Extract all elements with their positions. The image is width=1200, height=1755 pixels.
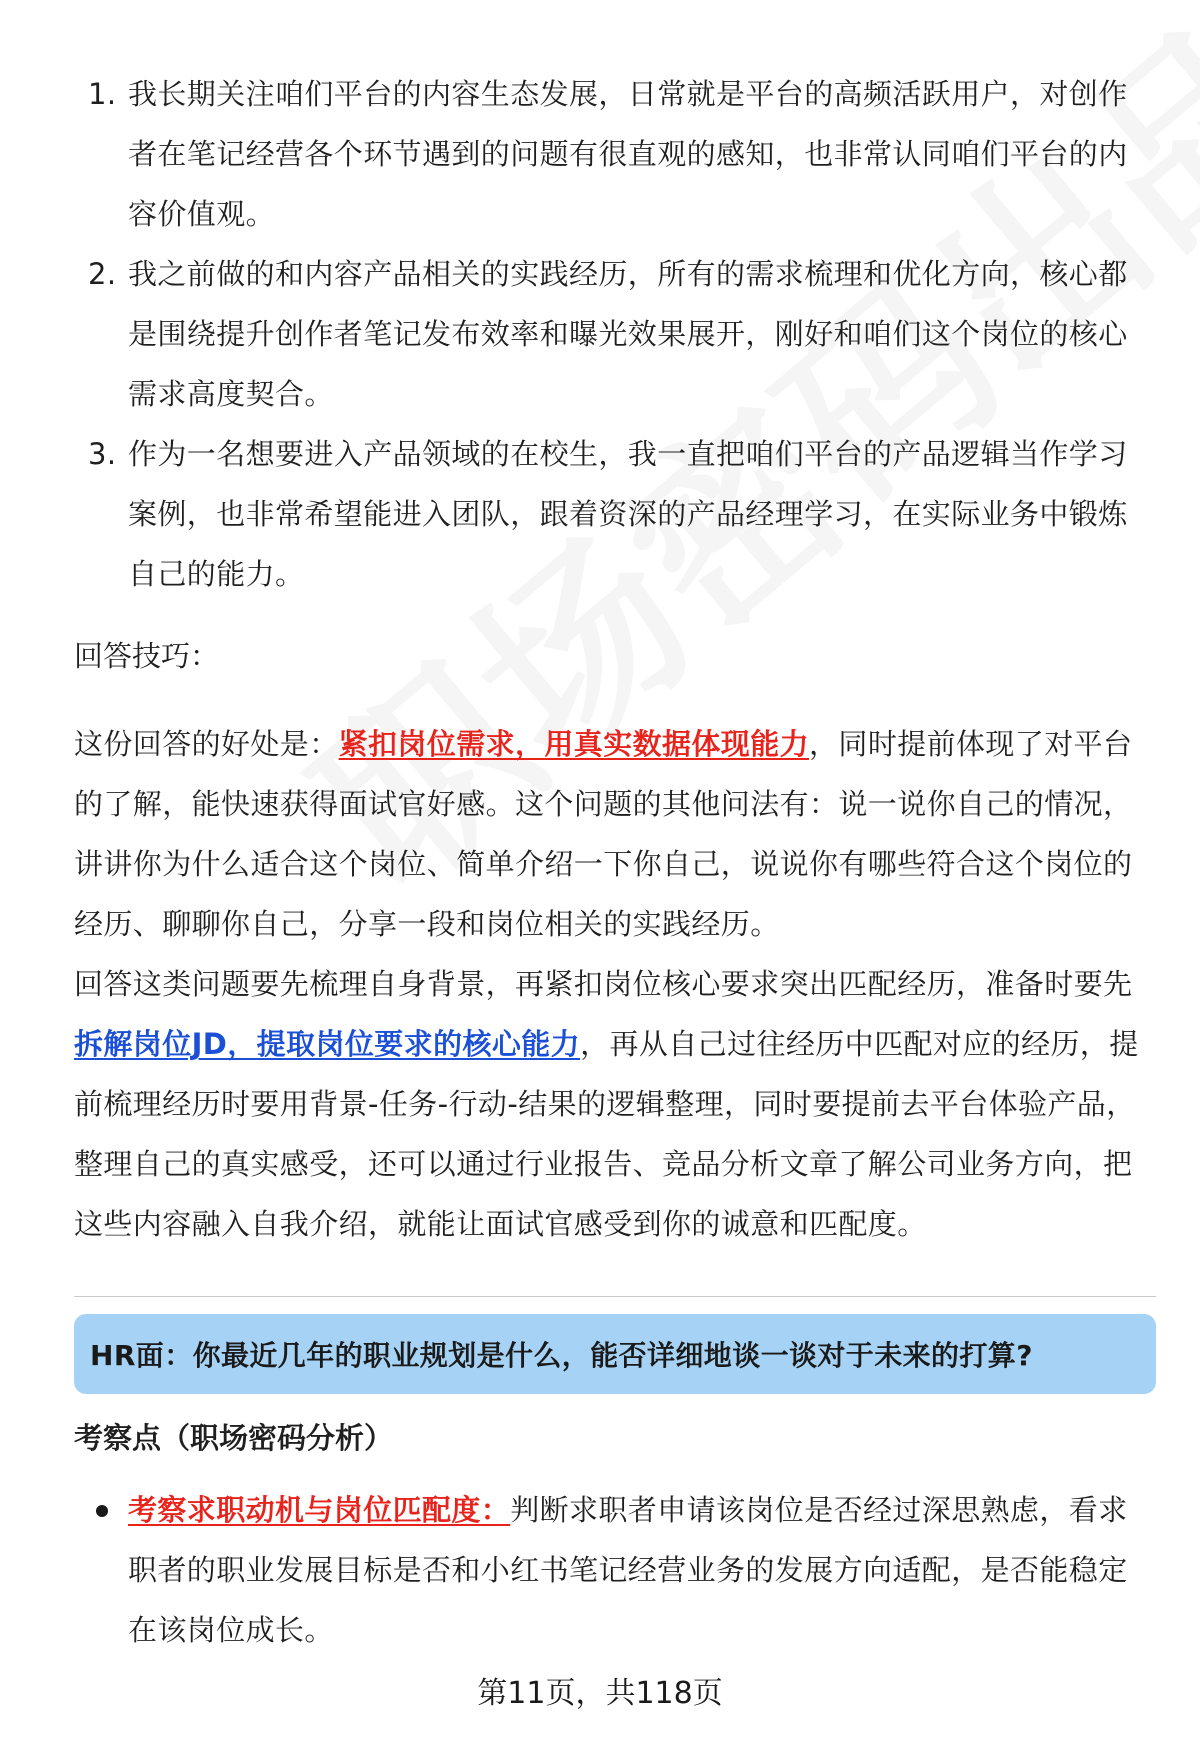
tips-heading: 回答技巧：	[74, 639, 220, 673]
list-number: 2.	[88, 257, 117, 291]
para1-text-after: ，同时提前体现了对平台的了解，能快速获得面试官好感。这个问题的其他问法有：说一说你自己的情况，讲讲你为什么适合这个岗位、简单介绍一下你自己，说说你有哪些符合这个岗位的经历、聊聊你自己，分享一段和岗位相关的实践经历。	[74, 727, 1133, 941]
list-item	[74, 424, 1140, 604]
para1-text-before: 这份回答的好处是：	[74, 727, 339, 761]
bullet-item	[128, 1480, 1148, 1660]
bullet-highlight: 考察求职动机与岗位匹配度：	[128, 1493, 511, 1527]
answer-list	[74, 64, 1140, 604]
list-item	[74, 244, 1140, 424]
list-number: 3.	[88, 437, 117, 471]
para1-highlight: 紧扣岗位需求，用真实数据体现能力	[338, 727, 810, 761]
page-footer: 第11页，共118页	[477, 1676, 723, 1711]
para2-text-after: ，再从自己过往经历中匹配对应的经历，提前梳理经历时要用背景-任务-行动-结果的逻辑整理，同时要提前去平台体验产品，整理自己的真实感受，还可以通过行业报告、竞品分析文章了解公司业务方向，把这些内容融入自我介绍，就能让面试官感受到你的诚意和匹配度。	[74, 1027, 1139, 1241]
question-text: HR面：你最近几年的职业规划是什么，能否详细地谈一谈对于未来的打算?	[90, 1339, 1033, 1372]
bullet-dot-icon	[96, 1505, 108, 1517]
section-divider	[74, 1296, 1156, 1297]
tips-paragraph-1	[74, 714, 1144, 954]
list-text: 作为一名想要进入产品领域的在校生，我一直把咱们平台的产品逻辑当作学习案例，也非常希望能进入团队，跟着资深的产品经理学习，在实际业务中锻炼自己的能力。	[128, 437, 1128, 591]
tips-paragraph-2	[74, 954, 1144, 1254]
bullet-text: 判断求职者申请该岗位是否经过深思熟虑，看求职者的职业发展目标是否和小红书笔记经营业务的发展方向适配，是否能稳定在该岗位成长。	[128, 1493, 1128, 1647]
section-heading: 考察点（职场密码分析）	[74, 1421, 394, 1455]
list-item	[74, 64, 1140, 244]
para2-highlight: 拆解岗位JD，提取岗位要求的核心能力	[74, 1027, 581, 1061]
question-box	[74, 1314, 1156, 1394]
para2-text-before: 回答这类问题要先梳理自身背景，再紧扣岗位核心要求突出匹配经历，准备时要先	[74, 967, 1133, 1001]
list-number: 1.	[88, 77, 117, 111]
list-text: 我之前做的和内容产品相关的实践经历，所有的需求梳理和优化方向，核心都是围绕提升创作者笔记发布效率和曝光效果展开，刚好和咱们这个岗位的核心需求高度契合。	[128, 257, 1128, 411]
list-text: 我长期关注咱们平台的内容生态发展，日常就是平台的高频活跃用户，对创作者在笔记经营各个环节遇到的问题有很直观的感知，也非常认同咱们平台的内容价值观。	[128, 77, 1128, 231]
